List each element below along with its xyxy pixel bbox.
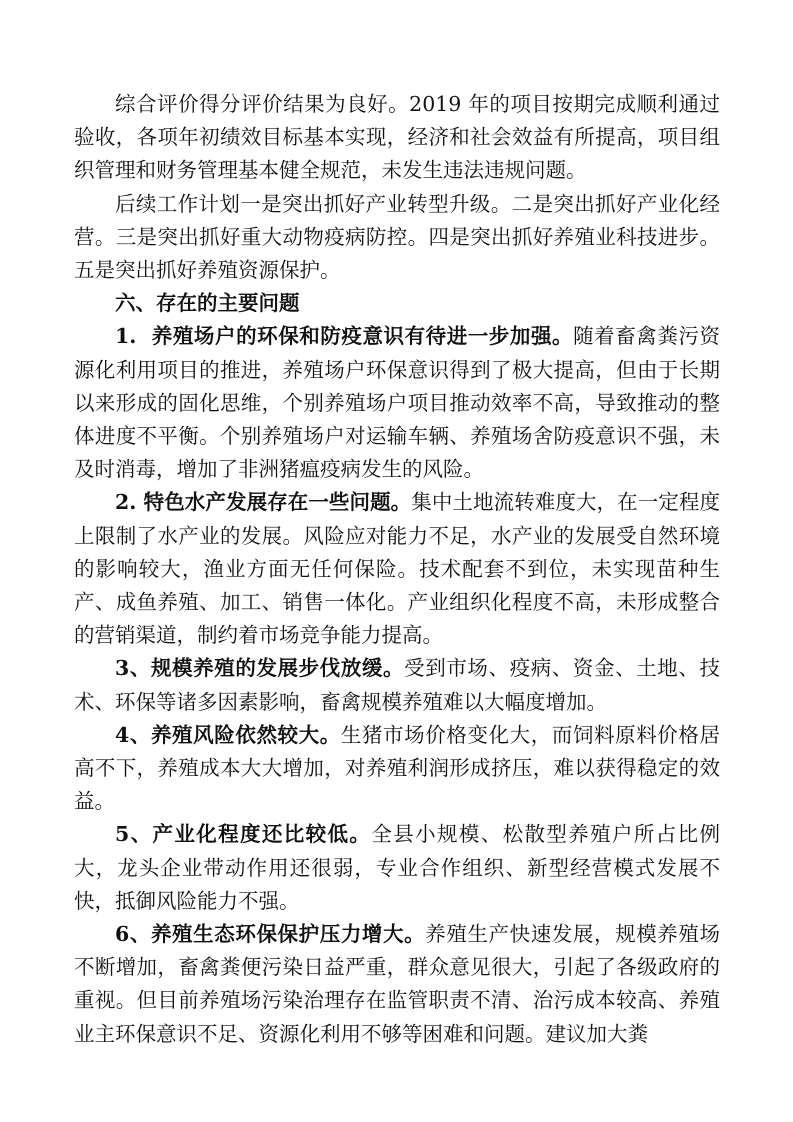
paragraph-follow-up-plan bbox=[74, 188, 720, 288]
paragraph-lead: 2. 特色水产发展存在一些问题。 bbox=[115, 490, 412, 515]
paragraph-body: 全县小规模、松散型养殖户所占比例大，龙头企业带动作用还很弱，专业合作组织、新型经营模式发展不快，抵御风险能力不强。 bbox=[74, 822, 720, 913]
paragraph-body: 综合评价得分评价结果为良好。2019 年的项目按期完成顺利通过验收，各项年初绩效目标基本实现，经济和社会效益有所提高，项目组织管理和财务管理基本健全规范，未发生违法违规问题。 bbox=[74, 92, 720, 183]
paragraph-problem-2 bbox=[74, 486, 720, 652]
paragraph-lead: 5、产业化程度还比较低。 bbox=[115, 822, 372, 847]
paragraph-problem-5 bbox=[74, 818, 720, 918]
paragraph-body: 受到市场、疫病、资金、土地、技术、环保等诸多因素影响，畜禽规模养殖难以大幅度增加。 bbox=[74, 656, 721, 714]
paragraph-body: 养殖生产快速发展，规模养殖场不断增加，畜禽粪便污染日益严重，群众意见很大，引起了各级政府的重视。但目前养殖场污染治理存在监管职责不清、治污成本较高、养殖业主环保意识不足、资源化利用不够等困难和问题。建议加大粪 bbox=[74, 922, 721, 1046]
paragraph-body: 随着畜禽粪污资源化利用项目的推进，养殖场户环保意识得到了极大提高，但由于长期以来形成的固化思维，个别养殖场户项目推动效率不高，导致推动的整体进度不平衡。个别养殖场户对运输车辆、养殖场舍防疫意识不强，未及时消毒，增加了非洲猪瘟疫病发生的风险。 bbox=[74, 324, 720, 482]
paragraph-body: 集中土地流转难度大，在一定程度上限制了水产业的发展。风险应对能力不足，水产业的发展受自然环境的影响较大，渔业方面无任何保险。技术配套不到位，未实现苗种生产、成鱼养殖、加工、销售一体化。产业组织化程度不高，未形成整合的营销渠道，制约着市场竞争能力提高。 bbox=[74, 490, 720, 648]
paragraph-problem-3 bbox=[74, 652, 720, 718]
paragraph-lead: 4、养殖风险依然较大。 bbox=[115, 722, 341, 747]
paragraph-problem-6 bbox=[74, 918, 720, 1051]
paragraph-body: 后续工作计划一是突出抓好产业转型升级。二是突出抓好产业化经营。三是突出抓好重大动物疫病防控。四是突出抓好养殖业科技进步。五是突出抓好养殖资源保护。 bbox=[74, 191, 720, 283]
paragraph-lead: 6、养殖生态环保保护压力增大。 bbox=[115, 922, 426, 947]
paragraph-problem-4 bbox=[74, 719, 720, 819]
paragraph-body: 生猪市场价格变化大，而饲料原料价格居高不下，养殖成本大大增加，对养殖利润形成挤压，难以获得稳定的效益。 bbox=[74, 722, 721, 814]
section-heading-text: 六、存在的主要问题 bbox=[115, 291, 300, 316]
paragraph-problem-1 bbox=[74, 320, 720, 486]
section-heading-main-problems bbox=[74, 287, 720, 320]
paragraph-lead: 1. 养殖场户的环保和防疫意识有待进一步加强。 bbox=[115, 324, 574, 349]
paragraph-evaluation-result bbox=[74, 88, 720, 188]
paragraph-lead: 3、规模养殖的发展步伐放缓。 bbox=[115, 656, 405, 681]
